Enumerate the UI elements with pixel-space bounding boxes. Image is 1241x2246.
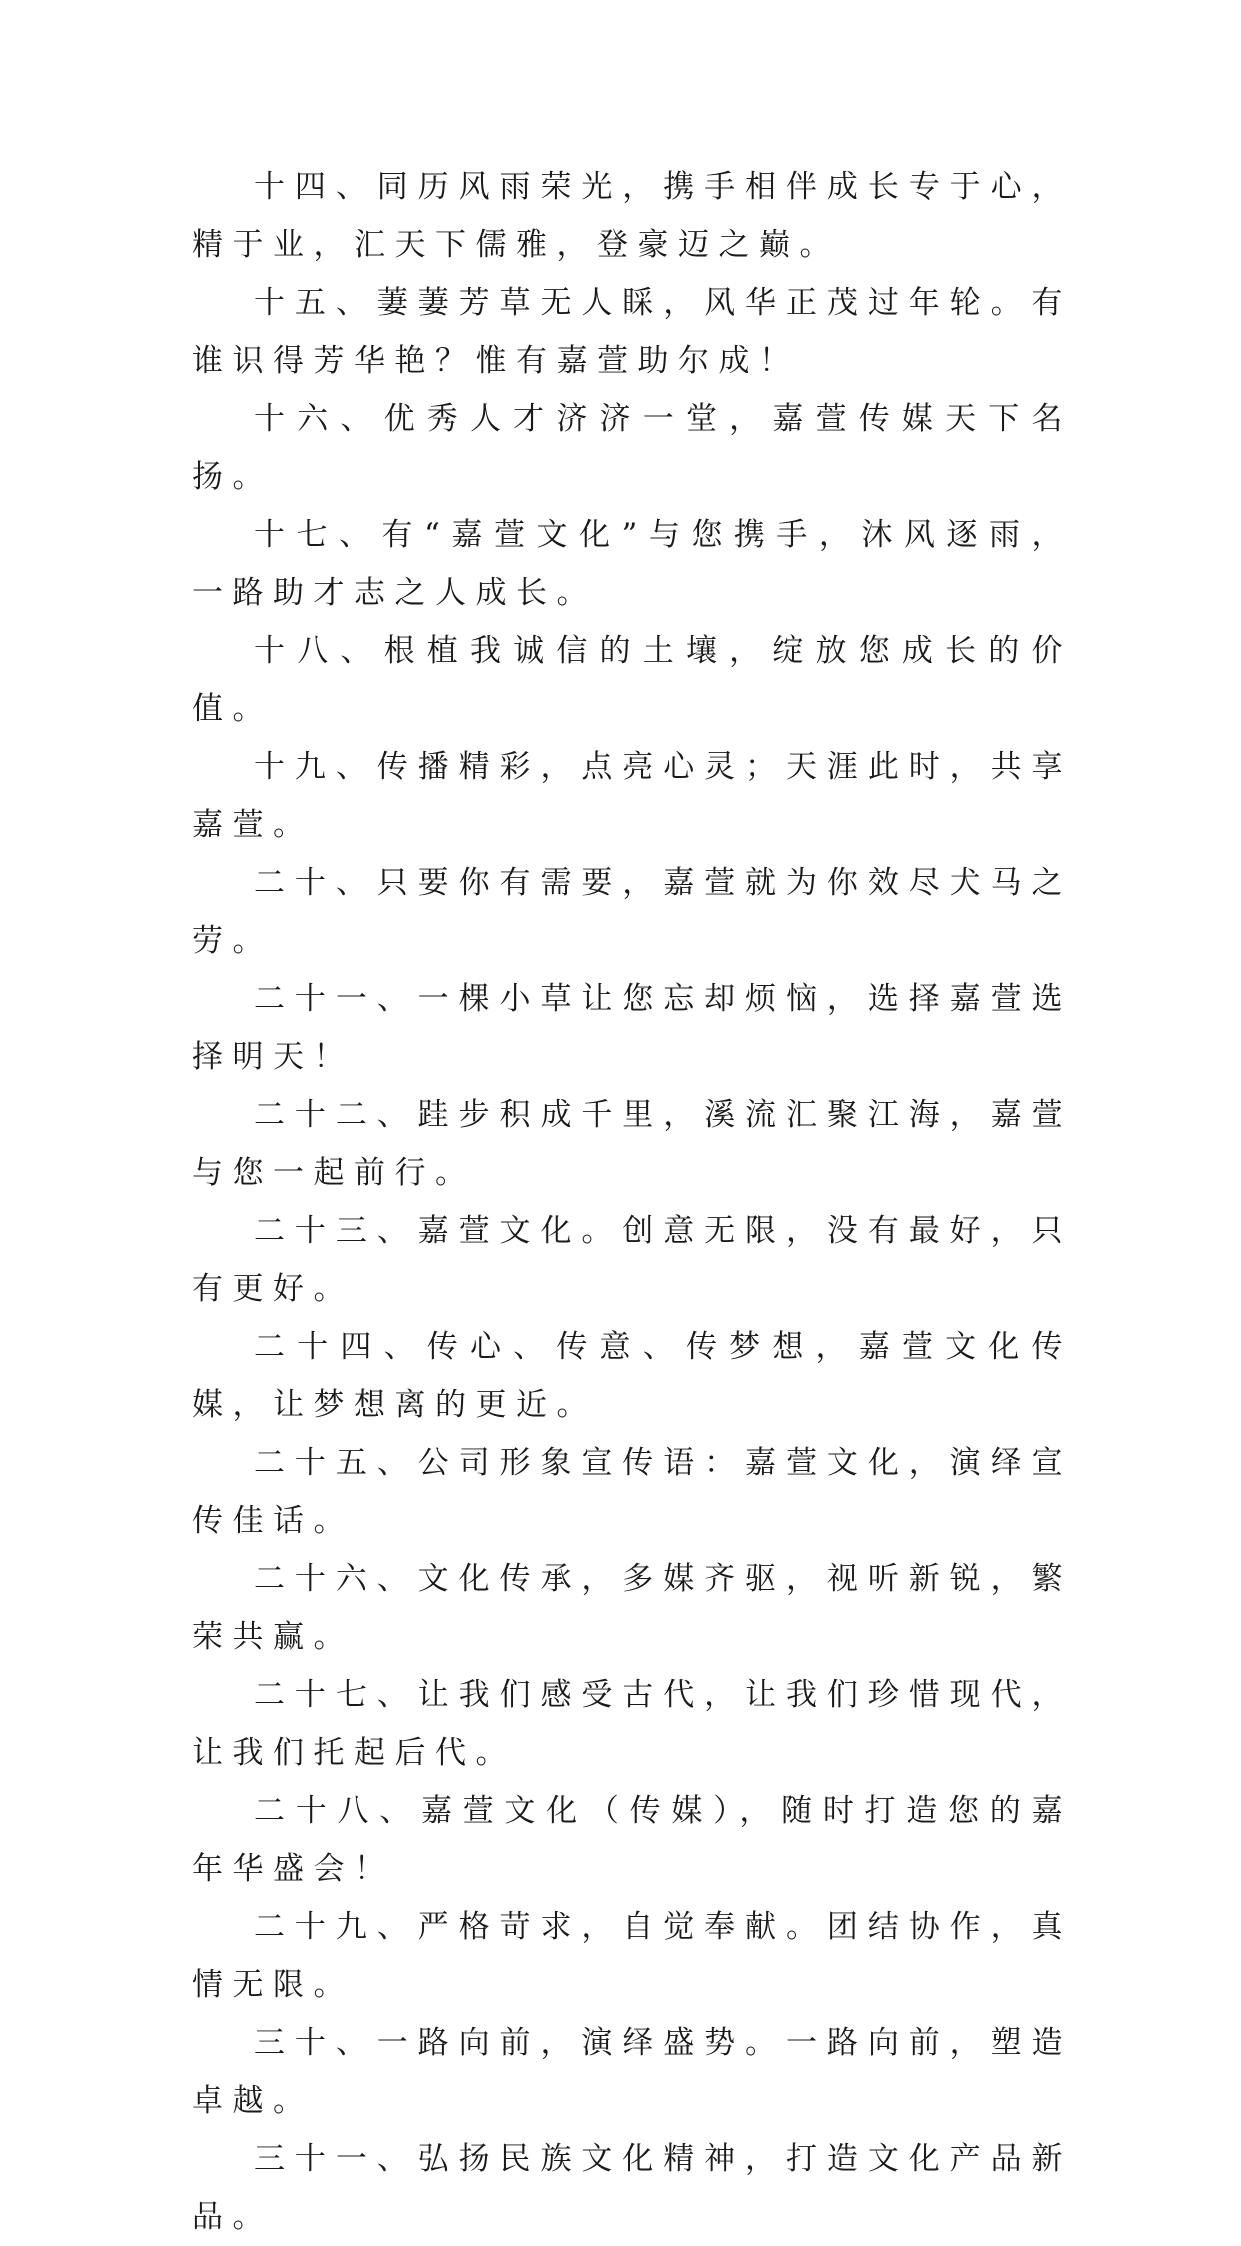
slogan-paragraph: 十七、有“嘉萱文化”与您携手，沐风逐雨，一路助才志之人成长。 <box>192 517 1072 611</box>
slogan-paragraph: 二十五、公司形象宣传语：嘉萱文化，演绎宣传佳话。 <box>192 1445 1072 1539</box>
slogan-paragraph: 十九、传播精彩，点亮心灵；天涯此时，共享嘉萱。 <box>192 749 1072 843</box>
slogan-paragraph: 十四、同历风雨荣光，携手相伴成长专于心，精于业，汇天下儒雅，登豪迈之巅。 <box>192 169 1072 263</box>
slogan-paragraph: 二十、只要你有需要，嘉萱就为你效尽犬马之劳。 <box>192 865 1072 959</box>
slogan-paragraph: 二十二、跬步积成千里，溪流汇聚江海，嘉萱与您一起前行。 <box>192 1097 1072 1191</box>
slogan-paragraph: 二十三、嘉萱文化。创意无限，没有最好，只有更好。 <box>192 1213 1072 1307</box>
document-body <box>192 158 1072 2246</box>
slogan-paragraph: 三十一、弘扬民族文化精神，打造文化产品新品。 <box>192 2141 1072 2235</box>
slogan-paragraph: 二十八、嘉萱文化（传媒），随时打造您的嘉年华盛会！ <box>192 1793 1072 1887</box>
slogan-paragraph: 二十七、让我们感受古代，让我们珍惜现代，让我们托起后代。 <box>192 1677 1072 1771</box>
slogan-paragraph: 十五、萋萋芳草无人睬，风华正茂过年轮。有谁识得芳华艳？惟有嘉萱助尔成！ <box>192 285 1072 379</box>
slogan-paragraph: 十八、根植我诚信的土壤，绽放您成长的价值。 <box>192 633 1072 727</box>
slogan-paragraph: 二十九、严格苛求，自觉奉献。团结协作，真情无限。 <box>192 1909 1072 2003</box>
slogan-paragraph: 二十一、一棵小草让您忘却烦恼，选择嘉萱选择明天！ <box>192 981 1072 1075</box>
slogan-paragraph: 二十六、文化传承，多媒齐驱，视听新锐，繁荣共赢。 <box>192 1561 1072 1655</box>
slogan-paragraph: 三十、一路向前，演绎盛势。一路向前，塑造卓越。 <box>192 2025 1072 2119</box>
slogan-paragraph: 二十四、传心、传意、传梦想，嘉萱文化传媒，让梦想离的更近。 <box>192 1329 1072 1423</box>
slogan-paragraph: 十六、优秀人才济济一堂，嘉萱传媒天下名扬。 <box>192 401 1072 495</box>
